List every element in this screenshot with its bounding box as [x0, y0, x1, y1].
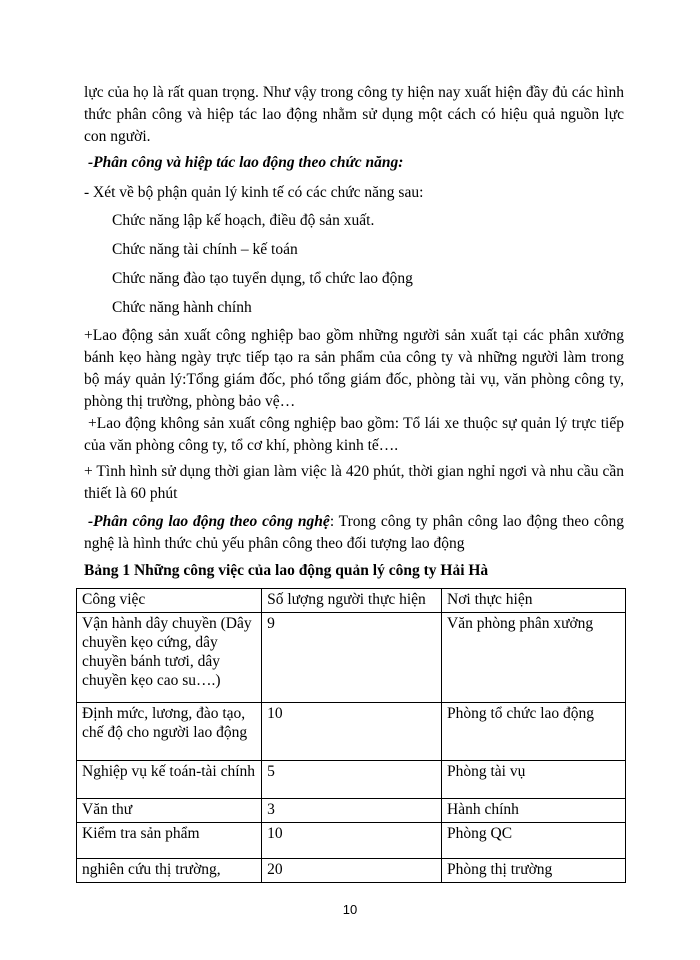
table-cell: Phòng tổ chức lao động [442, 703, 626, 761]
table-cell: 10 [262, 703, 442, 761]
table-header-row [77, 589, 626, 613]
table-cell: Định mức, lương, đào tạo, chế độ cho người lao động [77, 703, 262, 761]
table-row [77, 799, 626, 823]
table-cell: 10 [262, 823, 442, 859]
table-cell: Vận hành dây chuyền (Dây chuyền kẹo cứng, dây chuyền bánh tươi, dây chuyền kẹo cao su….) [77, 613, 262, 703]
table-cell: Văn thư [77, 799, 262, 823]
labor-nonproduction-paragraph: +Lao động không sản xuất công nghiệp bao gồm: Tổ lái xe thuộc sự quản lý trực tiếp của văn phòng công ty, tổ cơ khí, phòng kinh tế…. [84, 415, 624, 454]
table-cell: 9 [262, 613, 442, 703]
table-row [77, 703, 626, 761]
table-cell: Phòng thị trường [442, 859, 626, 883]
jobs-table [76, 588, 626, 883]
table-cell: 5 [262, 761, 442, 799]
table-cell: Phòng tài vụ [442, 761, 626, 799]
table-cell: 20 [262, 859, 442, 883]
function-item: Chức năng tài chính – kế toán [112, 241, 298, 258]
table-cell: Hành chính [442, 799, 626, 823]
table-cell: 3 [262, 799, 442, 823]
function-item: Chức năng lập kế hoạch, điều độ sản xuất. [112, 212, 375, 229]
table-row [77, 613, 626, 703]
table-row [77, 823, 626, 859]
page-number: 10 [342, 902, 358, 917]
header-cell: Công việc [77, 589, 262, 613]
intro-paragraph: lực của họ là rất quan trọng. Như vậy trong công ty hiện nay xuất hiện đầy đủ các hình thức phân công và hiệp tác lao động nhằm sử dụng một cách có hiệu quả nguồn lực con người. [84, 84, 624, 145]
table-row [77, 761, 626, 799]
time-usage-paragraph: + Tình hình sử dụng thời gian làm việc là 420 phút, thời gian nghỉ ngơi và nhu cầu cần thiết là 60 phút [84, 463, 624, 502]
technology-paragraph [84, 511, 624, 555]
table-caption: Bảng 1 Những công việc của lao động quản lý công ty Hải Hà [84, 562, 489, 579]
consider-paragraph: - Xét về bộ phận quản lý kinh tế có các chức năng sau: [84, 184, 424, 201]
header-cell: Nơi thực hiện [442, 589, 626, 613]
header-cell: Số lượng người thực hiện [262, 589, 442, 613]
table-row [77, 859, 626, 883]
section-heading-function: -Phân công và hiệp tác lao động theo chức năng: [88, 154, 404, 171]
section-heading-technology: -Phân công lao động theo công nghệ [88, 513, 330, 530]
technology-text: : Trong công ty phân công lao động theo công nghệ là hình thức chủ yếu phân công theo đối tượng lao động [84, 513, 624, 552]
function-item: Chức năng hành chính [112, 299, 252, 316]
table-cell: nghiên cứu thị trường, [77, 859, 262, 883]
labor-production-paragraph: +Lao động sản xuất công nghiệp bao gồm những người sản xuất tại các phân xưởng bánh kẹo hàng ngày trực tiếp tạo ra sản phẩm của công ty và những người làm trong bộ máy quản lý:Tổng giám đốc, phó tổng giám đốc, phòng tài vụ, văn phòng công ty, phòng thị trường, phòng bảo vệ… [84, 327, 624, 410]
table-cell: Nghiệp vụ kế toán-tài chính [77, 761, 262, 799]
function-item: Chức năng đào tạo tuyển dụng, tổ chức lao động [112, 270, 413, 287]
table-cell: Kiểm tra sản phẩm [77, 823, 262, 859]
table-cell: Văn phòng phân xưởng [442, 613, 626, 703]
table-cell: Phòng QC [442, 823, 626, 859]
